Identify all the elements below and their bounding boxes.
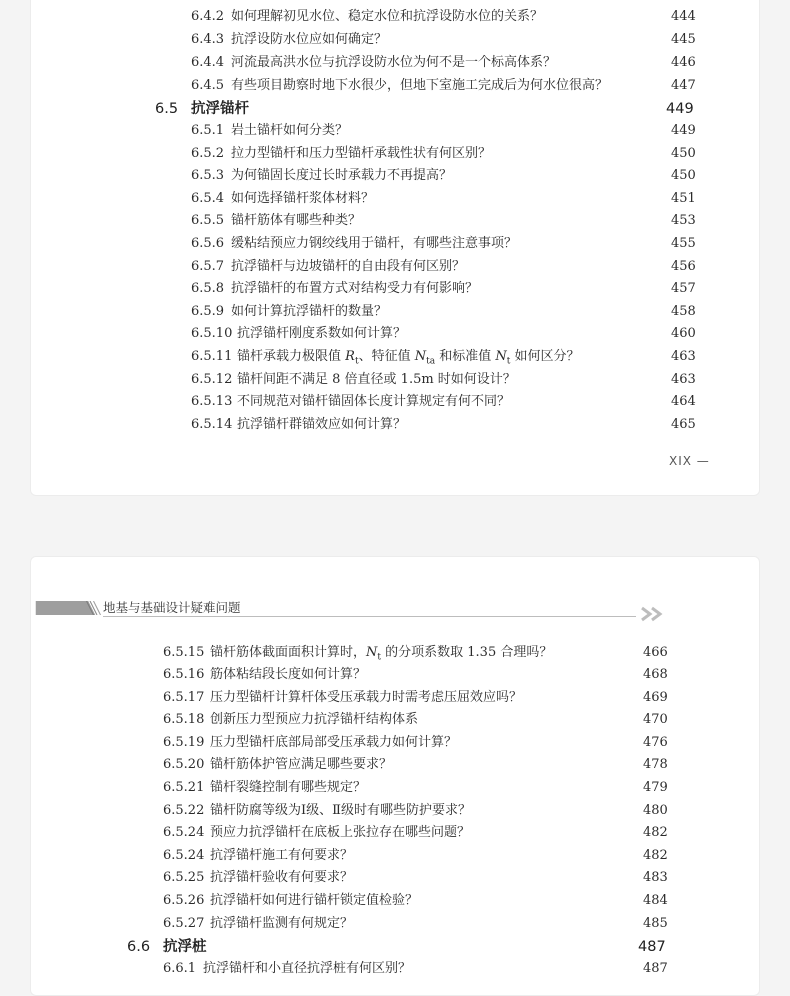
- toc-entry-page: 450: [671, 146, 696, 161]
- toc-entry-number: 6.5.7: [191, 259, 225, 274]
- toc-entry-page: 482: [643, 848, 668, 863]
- toc-entry-page: 476: [643, 735, 668, 750]
- toc-entry-title: 抗浮设防水位应如何确定？: [231, 32, 388, 47]
- toc-entry-page: 460: [671, 326, 696, 341]
- toc-entry-page: 450: [671, 168, 696, 183]
- toc-entry-title: 压力型锚杆计算杆体受压承载力时需考虑压屈效应吗？: [210, 690, 523, 705]
- toc-entry-number: 6.5.17: [163, 690, 205, 705]
- section-page: 487: [638, 939, 666, 955]
- toc-entry-title: 不同规范对锚杆锚固体长度计算规定有何不同？: [237, 394, 511, 409]
- toc-entry-page: 457: [671, 281, 696, 296]
- toc-entry-number: 6.5.6: [191, 236, 225, 251]
- toc-entry-number: 6.5.24: [163, 848, 205, 863]
- toc-entry[interactable]: [191, 6, 711, 28]
- folio-roman-page: XIX —: [669, 454, 710, 468]
- double-chevron-icon: [640, 606, 666, 622]
- toc-entry-page: 445: [671, 32, 696, 47]
- toc-entry-number: 6.5.20: [163, 757, 205, 772]
- toc-entry-page: 447: [671, 78, 696, 93]
- toc-entry-number: 6.4.2: [191, 9, 225, 24]
- toc-entry-title: 锚杆防腐等级为Ⅰ级、Ⅱ级时有哪些防护要求？: [210, 803, 471, 818]
- toc-entry-title: 抗浮锚杆监测有何规定？: [210, 916, 354, 931]
- toc-entry-title: 抗浮锚杆如何进行锚杆锁定值检验？: [210, 893, 419, 908]
- toc-entry-page: 484: [643, 893, 668, 908]
- toc-entry-number: 6.5.11: [191, 349, 233, 364]
- header-band-decoration: [31, 601, 107, 615]
- toc-entry-number: 6.6.1: [163, 961, 197, 976]
- toc-entry-number: 6.5.22: [163, 803, 205, 818]
- toc-entry-number: 6.5.16: [163, 667, 205, 682]
- toc-entry-title: 锚杆筋体截面面积计算时，$N_t$ 的分项系数取 1.35 合理吗？: [210, 645, 553, 663]
- toc-entry-number: 6.5.15: [163, 645, 205, 660]
- toc-entry-title: 锚杆筋体有哪些种类？: [231, 213, 362, 228]
- toc-entry-title: 抗浮锚杆和小直径抗浮桩有何区别？: [203, 961, 412, 976]
- toc-entry-number: 6.5.14: [191, 417, 233, 432]
- toc-entry-title: 如何选择锚杆浆体材料？: [231, 191, 375, 206]
- toc-entry-title: 预应力抗浮锚杆在底板上张拉存在哪些问题？: [210, 825, 471, 840]
- toc-entry-title: 压力型锚杆底部局部受压承载力如何计算？: [210, 735, 458, 750]
- toc-entry-page: 453: [671, 213, 696, 228]
- toc-entry-page: 480: [643, 803, 668, 818]
- toc-entry-number: 6.5.2: [191, 146, 225, 161]
- toc-entry-page: 469: [643, 690, 668, 705]
- toc-entry[interactable]: [191, 75, 711, 97]
- toc-entry-page: 455: [671, 236, 696, 251]
- toc-entry-title: 锚杆间距不满足 8 倍直径或 1.5m 时如何设计？: [237, 372, 516, 387]
- toc-entry-title: 抗浮锚杆的布置方式对结构受力有何影响？: [231, 281, 479, 296]
- running-header-title: 地基与基础设计疑难问题: [103, 600, 241, 615]
- toc-entry-number: 6.5.8: [191, 281, 225, 296]
- section-title: 抗浮锚杆: [191, 101, 249, 117]
- toc-entry-number: 6.4.5: [191, 78, 225, 93]
- toc-entry[interactable]: [191, 52, 711, 74]
- toc-entry-number: 6.5.27: [163, 916, 205, 931]
- toc-entry-title: 如何理解初见水位、稳定水位和抗浮设防水位的关系？: [231, 9, 544, 24]
- toc-entry-title: 抗浮锚杆与边坡锚杆的自由段有何区别？: [231, 259, 466, 274]
- toc-entry-title: 拉力型锚杆和压力型锚杆承载性状有何区别？: [231, 146, 492, 161]
- toc-entry-number: 6.5.9: [191, 304, 225, 319]
- toc-entry-page: 458: [671, 304, 696, 319]
- toc-entry-page: 451: [671, 191, 696, 206]
- toc-entry-page: 482: [643, 825, 668, 840]
- toc-entry-page: 468: [643, 667, 668, 682]
- toc-entry-title: 抗浮锚杆施工有何要求？: [210, 848, 354, 863]
- toc-entry-title: 河流最高洪水位与抗浮设防水位为何不是一个标高体系？: [231, 55, 557, 70]
- toc-entry-title: 缓粘结预应力钢绞线用于锚杆，有哪些注意事项？: [231, 236, 518, 251]
- toc-entry-page: 485: [643, 916, 668, 931]
- section-number: 6.6: [127, 939, 151, 955]
- toc-entry-title: 锚杆承载力极限值 $R_t$、特征值 $N_{ta}$ 和标准值 $N_t$ 如何区分？: [237, 349, 580, 367]
- toc-entry-number: 6.5.10: [191, 326, 233, 341]
- toc-page-upper: [30, 0, 760, 496]
- toc-entry-title: 创新压力型预应力抗浮锚杆结构体系: [210, 712, 419, 727]
- toc-entry-number: 6.5.5: [191, 213, 225, 228]
- toc-entry-title: 为何锚固长度过长时承载力不再提高？: [231, 168, 453, 183]
- toc-entry-page: 466: [643, 645, 668, 660]
- toc-entry-number: 6.5.24: [163, 825, 205, 840]
- toc-entry-number: 6.5.4: [191, 191, 225, 206]
- toc-entry-title: 抗浮锚杆验收有何要求？: [210, 870, 354, 885]
- toc-entry-page: 446: [671, 55, 696, 70]
- toc-entry-page: 479: [643, 780, 668, 795]
- toc-entry-number: 6.5.1: [191, 123, 225, 138]
- toc-entry-title: 抗浮锚杆群锚效应如何计算？: [237, 417, 407, 432]
- toc-entry-title: 有些项目勘察时地下水很少，但地下室施工完成后为何水位很高？: [231, 78, 609, 93]
- toc-entry-number: 6.5.18: [163, 712, 205, 727]
- toc-entry-number: 6.5.13: [191, 394, 233, 409]
- toc-page-lower: [30, 556, 760, 996]
- toc-entry-title: 锚杆筋体护管应满足哪些要求？: [210, 757, 393, 772]
- toc-entry-page: 487: [643, 961, 668, 976]
- toc-section-heading[interactable]: [155, 97, 695, 121]
- toc-entry-title: 筋体粘结段长度如何计算？: [210, 667, 367, 682]
- toc-entry-page: 465: [671, 417, 696, 432]
- toc-entry-title: 抗浮锚杆刚度系数如何计算？: [237, 326, 407, 341]
- toc-entry-number: 6.5.3: [191, 168, 225, 183]
- toc-entry-page: 478: [643, 757, 668, 772]
- toc-section-heading[interactable]: [127, 935, 667, 959]
- toc-entry-page: 444: [671, 9, 696, 24]
- toc-entry-title: 如何计算抗浮锚杆的数量？: [231, 304, 388, 319]
- toc-entry-number: 6.5.26: [163, 893, 205, 908]
- toc-entry-page: 456: [671, 259, 696, 274]
- section-page: 449: [666, 101, 694, 117]
- toc-entry-page: 464: [671, 394, 696, 409]
- toc-entry-number: 6.4.3: [191, 32, 225, 47]
- toc-entry-number: 6.5.25: [163, 870, 205, 885]
- toc-entry-title: 岩土锚杆如何分类？: [231, 123, 349, 138]
- toc-entry-number: 6.5.12: [191, 372, 233, 387]
- toc-entry-page: 449: [671, 123, 696, 138]
- section-number: 6.5: [155, 101, 179, 117]
- toc-entry-number: 6.4.4: [191, 55, 225, 70]
- toc-entry-page: 463: [671, 372, 696, 387]
- toc-entry-page: 463: [671, 349, 696, 364]
- toc-entry-title: 锚杆裂缝控制有哪些规定？: [210, 780, 367, 795]
- toc-entry[interactable]: [191, 29, 711, 51]
- header-rule: [103, 616, 636, 617]
- toc-entry-number: 6.5.21: [163, 780, 205, 795]
- section-title: 抗浮桩: [163, 939, 207, 955]
- toc-entry-number: 6.5.19: [163, 735, 205, 750]
- toc-entry-page: 483: [643, 870, 668, 885]
- toc-entry-page: 470: [643, 712, 668, 727]
